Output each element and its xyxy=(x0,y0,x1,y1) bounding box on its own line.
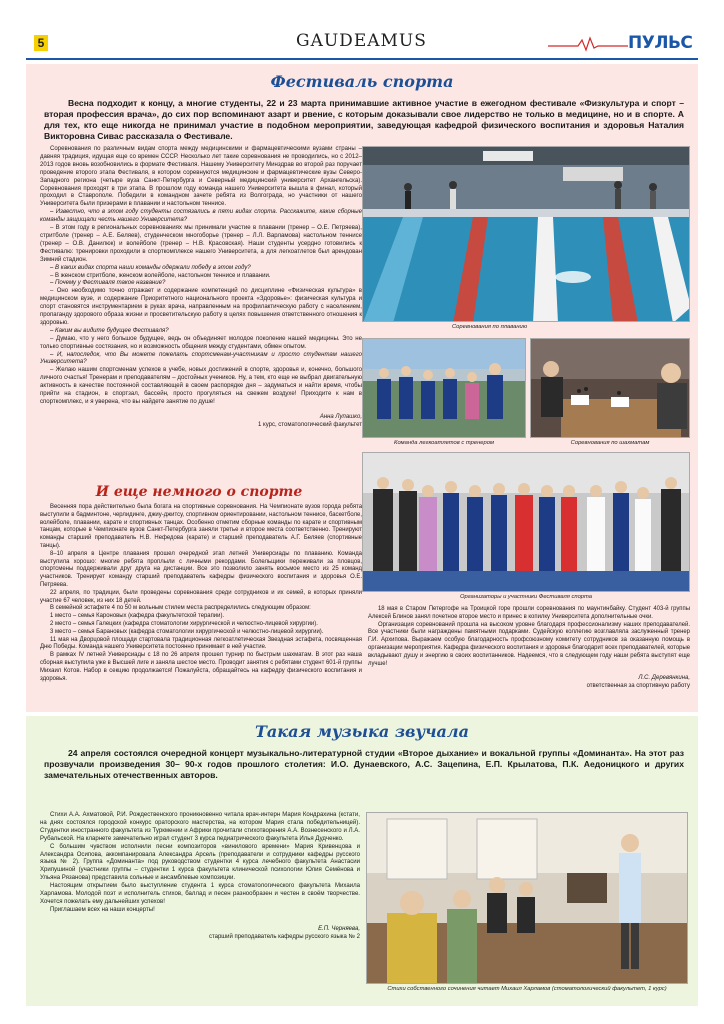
festival-signature xyxy=(40,413,362,429)
page-number: 5 xyxy=(34,35,48,51)
list-item: 2 место – семья Галецких (кафедра стоматологии хирургической и челюстно-лицевой хирургии). xyxy=(50,620,318,627)
paragraph: Приглашаем всех на наши концерты! xyxy=(50,906,155,913)
newspaper-section-title: GAUDEAMUS xyxy=(296,31,427,51)
paragraph: – Желаю нашим спортсменам успехов в учебе, новых достижений в спорте, здоровья и, конечно, большого личного счастья! Тренерам и преподавателям – достойных учеников. Ну, а тем, кто еще не выбрал двигательную активность в качестве постоянной составляющей в своем распорядке дня – задуматься и найти время, чтобы прийти на стадион, в спортзал, бассейн, просто прогуляться на свежем воздухе! Приходите к нам в спорткомплекс, и я уверена, что вы найдете занятие по душе! xyxy=(40,367,362,405)
paragraph: 18 мая в Старом Петергофе на Троицкой горе прошли соревнования по маунтинбайку. Студент 403-й группы Алексей Блинов занял почетное второе место и принес в копилку Университета дополнительные очки. xyxy=(368,606,690,620)
paragraph: 11 мая на Дворцовой площади стартовала традиционная легкоатлетическая Звездная эстафета, посвященная Дню Победы. Команда нашего Университета постоянно принимает в ней участие. xyxy=(40,636,362,651)
question: – В каких видах спорта наши команды одержали победу в этом году? xyxy=(50,264,251,271)
paragraph: – Думаю, что у него большое будущее, ведь он объединяет молодое поколение нашей медицины. Это не только спортивные состязания, но и возможность общения между студентами, обмен опытом. xyxy=(40,335,362,350)
paragraph: В рамках IV летней Универсиады с 18 по 26 апреля прошел турнир по быстрым шахматам. В этот раз наша сборная выступила уже в Высшей лиге и заняла шестое место. Проводит занятия с ребятами студент 601-й группы Михаил Котов. Набор в секцию продолжается! Пожалуйста, обращайтесь на кафедру физического воспитания и здоровья. xyxy=(40,652,362,682)
paragraph: – В этом году в региональных соревнованиях мы принимали участие в плавании (тренер – О.Е. Петряева), стритболе (тренер – А.Е. Беляев), студенческом многоборье (тренер – Л.Л. Варламова) настольном теннисе (тренер – О.В. Данилюк) и волейболе (тренер – Н.В. Красовская). Наши студенты усердно готовились к Фестивалю: тренировки проходили в спорткомплексе нашего Университета, а для легкоатлетов был арендован Зимний стадион. xyxy=(40,225,362,263)
question: – Известно, что в этом году студенты состязались в пяти видах спорта. Расскажите, какие сборные команды защищали честь нашего Университета? xyxy=(40,209,362,224)
author-name: Анна Лупашко, xyxy=(319,413,362,420)
author-role: 1 курс, стоматологический факультет xyxy=(258,421,362,428)
music-title: Такая музыка звучала xyxy=(255,722,469,741)
festival-lead: Весна подходит к концу, а многие студенты, 22 и 23 марта принимавшие активное участие в ежегодном фестивале «Физкультура и спорт – вторая профессия врача», до сих пор вспоминают азарт и рвение, с которым доказывали свое лидерство не только в медицине, но и в спорте. А для тех, кто еще никогда не принимал участие в подобном мероприятии, заведующая кафедрой физического воспитания и здоровья Наталия Викторовна Сивас рассказала о Фестивале. xyxy=(44,98,684,141)
header-rule xyxy=(26,58,698,60)
chess-photo xyxy=(530,338,690,438)
chess-caption: Соревнования по шахматам xyxy=(570,440,650,446)
question: – И, напоследок, что Вы можете пожелать спортсменам-участникам и просто студентам нашего Университета? xyxy=(40,351,362,366)
pulse-line-icon xyxy=(548,36,628,52)
author-name: Е.П. Черняева, xyxy=(318,925,360,932)
paragraph: Соревнования по различным видам спорта между медицинскими и фармацевтическими вузами страны – давняя традиция, идущая еще со времен СССР. Несколько лет такие соревнования не проводились, но с 2012–2013 годов вновь возобновились в формате Фестиваля. Нашему Университету Минздрав во второй раз поручает проведение второго этапа Фестиваля, в котором соревнуются медицинские и фармацевтические вузы Северо-Западного региона (четыре вуза Санкт-Петербурга и Северный медицинский университет Архангельска). Соревнования проходят в три этапа. В прошлом году команда нашего Университета вышла в финал, который проходил в Ставрополе. Победили в командном зачете ребята из Волгограда, но участники от нашего Университета были призерами в плавании и настольном теннисе. xyxy=(40,146,362,208)
festival-interview xyxy=(40,146,362,429)
music-section xyxy=(26,716,698,1006)
pool-caption: Соревнования по плаванию xyxy=(452,324,528,330)
paragraph: Организация соревнований прошла на высоком уровне благодаря профессионализму наших преподавателей. Все участники были награждены памятными подарками. Судейскую коллегию возглавляла заслуженный тренер Г.И. Архипова. Выражаем особую благодарность профсоюзному комитету сотрудников за оказанную помощь в организации мероприятия. Кафедра физического воспитания и здоровья благодарит всех преподавателей, которые вкладывают душу и энергию в своих воспитанников. Надеемся, что в следующем году наши ребята выступят еще лучше! xyxy=(368,621,691,667)
page-header xyxy=(26,33,698,55)
question: – Каким вы видите будущее Фестиваля? xyxy=(50,327,169,334)
paragraph: 8–10 апреля в Центре плавания прошел очередной этап летней Универсиады по плаванию. Команда выступила хорошо: многие ребята проплыли с личными рекордами. Болельщики переживали за пловцов, спортсмены поддерживали друг друга на дистанции. Все это позволило занять восьмое место из 25 команд участников. Тренирует команду старший преподаватель кафедры физического воспитания и здоровья О.Е. Петряева. xyxy=(40,550,362,588)
music-lead: 24 апреля состоялся очередной концерт музыкально-литературной студии «Второе дыхание» и вокальной группы «Доминанта». На этот раз прозвучали произведения 30– 90-х годов прошлого столетия: И.О. Дунаевского, А.С. Зацепина, Е.П. Крылатова, П.К. Аедоницкого и других замечательных отечественных авторов. xyxy=(44,748,684,780)
author-name: Л.С. Деревянкина, xyxy=(638,675,690,682)
list-item: 3 место – семья Барановых (кафедра стоматологии хирургической и челюстно-лицевой хирургии). xyxy=(50,628,324,635)
more-sport-text xyxy=(40,504,362,683)
more-sport-signature xyxy=(368,674,690,690)
concert-caption: Стихи собственного сочинения читает Михаил Харламов (стоматологический факультет, 1 курс) xyxy=(387,986,667,992)
music-signature xyxy=(40,925,360,941)
festival-section xyxy=(26,64,698,712)
author-role: старший преподаватель кафедры русского языка № 2 xyxy=(208,933,360,940)
question: – Почему у Фестиваля такое название? xyxy=(50,280,166,287)
paragraph: Настоящим открытием было выступление студента 1 курса стоматологического факультета Михаила Харламова. Молодой поэт и исполнитель стихов, баллад и песен разнообразен и честен в своём творчестве. Хочется пожелать ему дальнейших успехов! xyxy=(40,883,360,905)
paragraph: 22 апреля, по традиции, были проведены соревнования среди сотрудников и их семей, в которых приняли участие 67 человек, из них 18 детей. xyxy=(40,589,362,604)
more-sport-title: И еще немного о спорте xyxy=(95,484,303,500)
author-role: ответственная за спортивную работу xyxy=(586,683,690,690)
paragraph: Стихи А.А. Ахматовой, Р.И. Рождественского проникновенно читала врач-интерн Мария Кондрахина (кстати, на днях состоялся городской конкурс ораторского мастерства, на котором Мария стала победительницей). Студентки иностранного факультета из Туркмении и Африки прочитали стихотворения А.А. Вознесенского и Л.А. Рубальской. На кларнете замечательно играл студент 3 курса педиатрического факультета Илья Дудченко. xyxy=(40,812,360,842)
paragraph: С большим чувством исполнили песни композиторов «винилового времени» Мария Кривенцова и Александра Осипова, аккомпанировала Александра Арсель (преподаватели и сотрудники кафедры русского языка № 2). Группа «Доминанта» под руководством студентки 4 курса лечебного факультета Анастасии Хрипушиной (участники группы – студентки 1 курса факультета клинической психологии Юлия Семёнова и Ульяна Рязанова) представила сольные и ансамблевые композиции. xyxy=(40,843,360,882)
pool-photo xyxy=(362,146,690,322)
paragraph: Весенняя пора действительно была богата на спортивные соревнования. На Чемпионате вузов города ребята выступили в бадминтоне, черлидинге, джиу-джитсу, спортивном ориентировании, настольном теннисе, баскетболе, волейболе, плавании, карате и спортивных танцах. Особенно отметим сборные команды по карате и спортивным танцам, которые в Чемпионате вузов Санкт-Петербурга заняли третье и второе места соответственно. Тренируют команды старший преподаватель Н.В. Нефедова (карате) и старший преподаватель А.Г. Беляев (спортивные танцы). xyxy=(40,504,362,549)
group-caption: Организаторы и участники Фестиваля спорта xyxy=(459,594,593,600)
group-photo xyxy=(362,452,690,592)
athletes-caption: Команда легкоатлетов с тренером xyxy=(394,440,494,446)
list-item: 1 место – семья Кароновых (кафедра факультетской терапии). xyxy=(50,613,225,620)
music-text xyxy=(40,812,360,941)
athletes-photo xyxy=(362,338,526,438)
more-sport-text-right xyxy=(368,606,690,690)
concert-photo xyxy=(366,812,688,984)
festival-title: Фестиваль спорта xyxy=(270,72,454,91)
paragraph: – В женском стритболе, женском волейболе, настольном теннисе и плавании. xyxy=(50,272,271,279)
paragraph: – Оно необходимо точно отражает и содержание компетенций по дисциплине «Физическая культура» в медицинском вузе, и содержание Приоритетного национального проекта «Здоровье»: физическая культура и спорт становятся инструментарием в руках врача, направленным на профилактическую работу с населением, пропаганду здорового образа жизни и просветительскую работу в целях повышения ответственного отношения к здоровью. xyxy=(40,288,362,326)
newspaper-logo: ПУЛЬС xyxy=(628,33,693,53)
paragraph: В семейной эстафете 4 по 50 м вольным стилем места распределились следующим образом: xyxy=(50,605,311,612)
